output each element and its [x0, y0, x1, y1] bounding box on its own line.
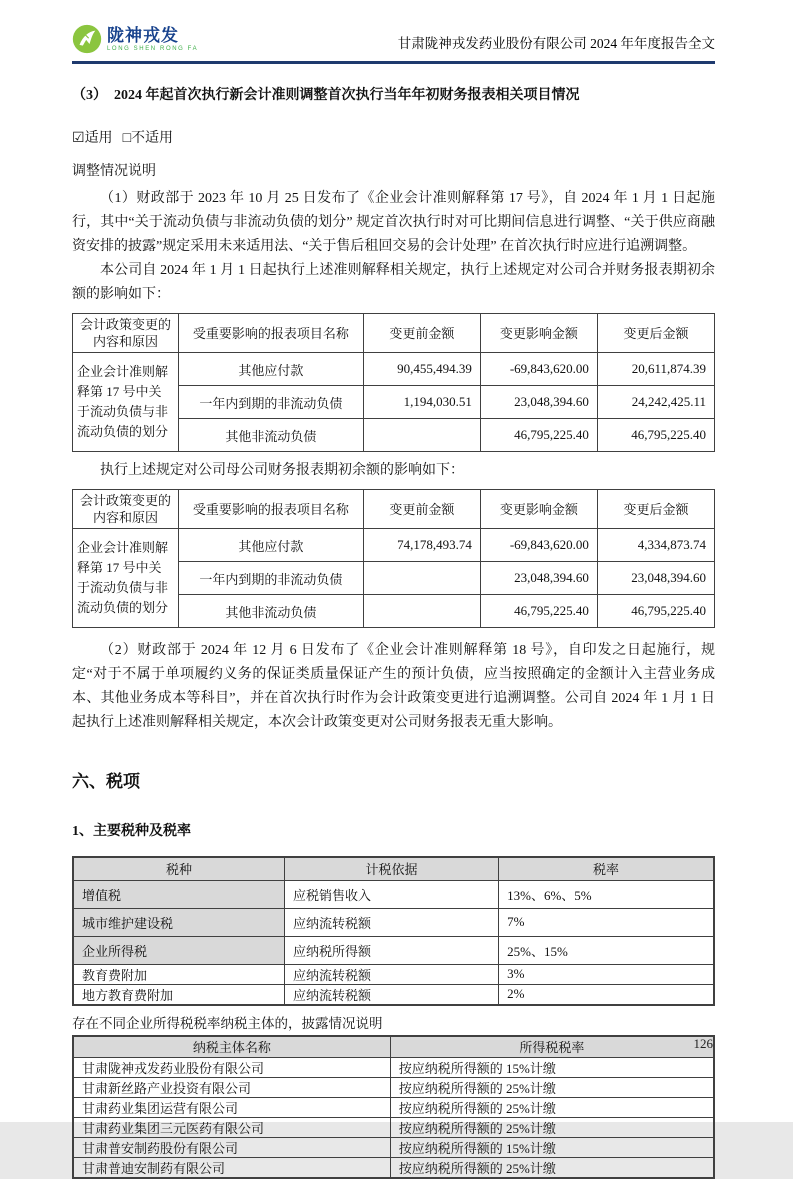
entity-name-cell: 甘肃普迪安制药有限公司 [73, 1158, 390, 1179]
page-number: 126 [694, 1036, 714, 1052]
item-cell: 一年内到期的非流动负债 [178, 562, 363, 595]
column-header: 变更后金额 [597, 314, 714, 353]
table-header-row [73, 857, 714, 880]
amount-after-cell: 23,048,394.60 [597, 562, 714, 595]
amount-impact-cell: 23,048,394.60 [480, 386, 597, 419]
tax-rate-cell: 25%、15% [499, 936, 714, 964]
tax-rate-table [72, 856, 715, 1006]
entity-name-cell: 甘肃普安制药股份有限公司 [73, 1138, 390, 1158]
entity-name-cell: 甘肃药业集团三元医药有限公司 [73, 1118, 390, 1138]
amount-after-cell: 24,242,425.11 [597, 386, 714, 419]
tax-rate-cell: 3% [499, 964, 714, 984]
entity-rate-cell: 按应纳税所得额的 15%计缴 [390, 1138, 714, 1158]
column-header: 税种 [73, 857, 285, 880]
amount-after-cell: 4,334,873.74 [597, 529, 714, 562]
table-header-row [73, 1036, 714, 1058]
amount-after-cell: 46,795,225.40 [597, 419, 714, 452]
column-header: 会计政策变更的内容和原因 [73, 314, 179, 353]
amount-after-cell: 20,611,874.39 [597, 353, 714, 386]
tax-rate-cell: 7% [499, 908, 714, 936]
column-header: 变更影响金额 [480, 490, 597, 529]
tax-type-cell: 地方教育费附加 [73, 984, 285, 1005]
not-applicable-checkbox-icon: □ [123, 131, 131, 146]
document-title: 甘肃陇神戎发药业股份有限公司 2024 年年度报告全文 [398, 32, 715, 54]
amount-impact-cell: -69,843,620.00 [480, 529, 597, 562]
table-header-row [73, 490, 715, 529]
tax-basis-cell: 应纳流转税额 [285, 984, 499, 1005]
entity-rate-cell: 按应纳税所得额的 15%计缴 [390, 1058, 714, 1078]
item-cell: 其他应付款 [178, 529, 363, 562]
section6-heading: 六、税项 [72, 767, 715, 792]
paragraph-1b: 本公司自 2024 年 1 月 1 日起执行上述准则解释相关规定，执行上述规定对公司合并财务报表期初余额的影响如下： [72, 259, 715, 307]
policy-reason-cell: 企业会计准则解释第 17 号中关于流动负债与非流动负债的划分 [73, 529, 179, 628]
amount-before-cell [363, 562, 480, 595]
tax-type-cell: 城市维护建设税 [73, 908, 285, 936]
parent-adjustment-table [72, 489, 715, 628]
tax-basis-cell: 应纳税所得额 [285, 936, 499, 964]
logo-mark-icon [72, 24, 102, 54]
entity-rate-cell: 按应纳税所得额的 25%计缴 [390, 1158, 714, 1179]
table-row [73, 880, 714, 908]
paragraph-1: （1）财政部于 2023 年 10 月 25 日发布了《企业会计准则解释第 17 号》，自 2024 年 1 月 1 日起施行，其中“关于流动负债与非流动负债的划分” 规定首次执行时对可比期间信息进行调整、“关于供应商融资安排的披露”规定采用未来适用法、“关于售后租回交易的会计处理” 在首次执行时应进行追溯调整。 [72, 187, 715, 259]
tax-type-cell: 企业所得税 [73, 936, 285, 964]
amount-before-cell: 74,178,493.74 [363, 529, 480, 562]
table-row [73, 1078, 714, 1098]
column-header: 会计政策变更的内容和原因 [73, 490, 179, 529]
company-logo [72, 24, 198, 54]
tax-rate-cell: 13%、6%、5% [499, 880, 714, 908]
tax-basis-cell: 应纳流转税额 [285, 908, 499, 936]
column-header: 变更影响金额 [480, 314, 597, 353]
not-applicable-label: 不适用 [131, 131, 173, 146]
adjustment-note-label: 调整情况说明 [72, 160, 715, 180]
amount-before-cell [363, 595, 480, 628]
page-header [72, 0, 715, 64]
paragraph-2: （2）财政部于 2024 年 12 月 6 日发布了《企业会计准则解释第 18 号》，自印发之日起施行，规定“对于不属于单项履约义务的保证类质量保证产生的预计负债，应当按照确定的金额计入主营业务成本、其他业务成本等科目”，并在首次执行时作为会计政策变更进行追溯调整。公司自 2024 年 1 月 1 日起执行上述准则解释相关规定，本次会计政策变更对公司财务报表无重大影响。 [72, 639, 715, 735]
column-header: 纳税主体名称 [73, 1036, 390, 1058]
logo-cn-name: 陇神戎发 [107, 27, 198, 44]
section6-sub-heading: 1、主要税种及税率 [72, 820, 715, 840]
item-cell: 其他非流动负债 [178, 419, 363, 452]
entity-name-cell: 甘肃药业集团运营有限公司 [73, 1098, 390, 1118]
policy-reason-cell: 企业会计准则解释第 17 号中关于流动负债与非流动负债的划分 [73, 353, 179, 452]
table-row [73, 1098, 714, 1118]
tax-type-cell: 教育费附加 [73, 964, 285, 984]
amount-impact-cell: 46,795,225.40 [480, 419, 597, 452]
amount-impact-cell: -69,843,620.00 [480, 353, 597, 386]
parent-table-intro: 执行上述规定对公司母公司财务报表期初余额的影响如下： [72, 459, 715, 483]
column-header: 受重要影响的报表项目名称 [178, 314, 363, 353]
table-row [73, 1118, 714, 1138]
table-row [73, 529, 715, 562]
amount-after-cell: 46,795,225.40 [597, 595, 714, 628]
tax-basis-cell: 应税销售收入 [285, 880, 499, 908]
table-row [73, 908, 714, 936]
entity-name-cell: 甘肃陇神戎发药业股份有限公司 [73, 1058, 390, 1078]
amount-impact-cell: 23,048,394.60 [480, 562, 597, 595]
table-row [73, 964, 714, 984]
column-header: 所得税税率 [390, 1036, 714, 1058]
table-row [73, 936, 714, 964]
item-cell: 一年内到期的非流动负债 [178, 386, 363, 419]
column-header: 变更前金额 [363, 314, 480, 353]
logo-text [107, 27, 198, 52]
table-row [73, 984, 714, 1005]
amount-impact-cell: 46,795,225.40 [480, 595, 597, 628]
table-header-row [73, 314, 715, 353]
amount-before-cell: 90,455,494.39 [363, 353, 480, 386]
entity-rate-cell: 按应纳税所得额的 25%计缴 [390, 1118, 714, 1138]
table-row [73, 353, 715, 386]
item-cell: 其他应付款 [178, 353, 363, 386]
column-header: 税率 [499, 857, 714, 880]
applicable-label: 适用 [85, 131, 113, 146]
table-row [73, 1058, 714, 1078]
tax-basis-cell: 应纳流转税额 [285, 964, 499, 984]
table-row [73, 1158, 714, 1179]
column-header: 变更前金额 [363, 490, 480, 529]
section3-heading: （3） 2024 年起首次执行新会计准则调整首次执行当年年初财务报表相关项目情况 [72, 84, 715, 104]
consolidated-adjustment-table [72, 313, 715, 452]
amount-before-cell: 1,194,030.51 [363, 386, 480, 419]
entity-rate-cell: 按应纳税所得额的 25%计缴 [390, 1078, 714, 1098]
logo-en-name: LONG SHEN RONG FA [107, 46, 198, 52]
item-cell: 其他非流动负债 [178, 595, 363, 628]
table-row [73, 1138, 714, 1158]
tax-rate-cell: 2% [499, 984, 714, 1005]
applicable-line [72, 127, 715, 147]
entity-name-cell: 甘肃新丝路产业投资有限公司 [73, 1078, 390, 1098]
column-header: 变更后金额 [597, 490, 714, 529]
amount-before-cell [363, 419, 480, 452]
disclosure-note: 存在不同企业所得税税率纳税主体的，披露情况说明 [72, 1012, 715, 1032]
applicable-checkbox-icon: ☑ [72, 131, 85, 146]
column-header: 受重要影响的报表项目名称 [178, 490, 363, 529]
column-header: 计税依据 [285, 857, 499, 880]
tax-type-cell: 增值税 [73, 880, 285, 908]
entity-rate-cell: 按应纳税所得额的 25%计缴 [390, 1098, 714, 1118]
taxpayer-entity-table [72, 1035, 715, 1179]
